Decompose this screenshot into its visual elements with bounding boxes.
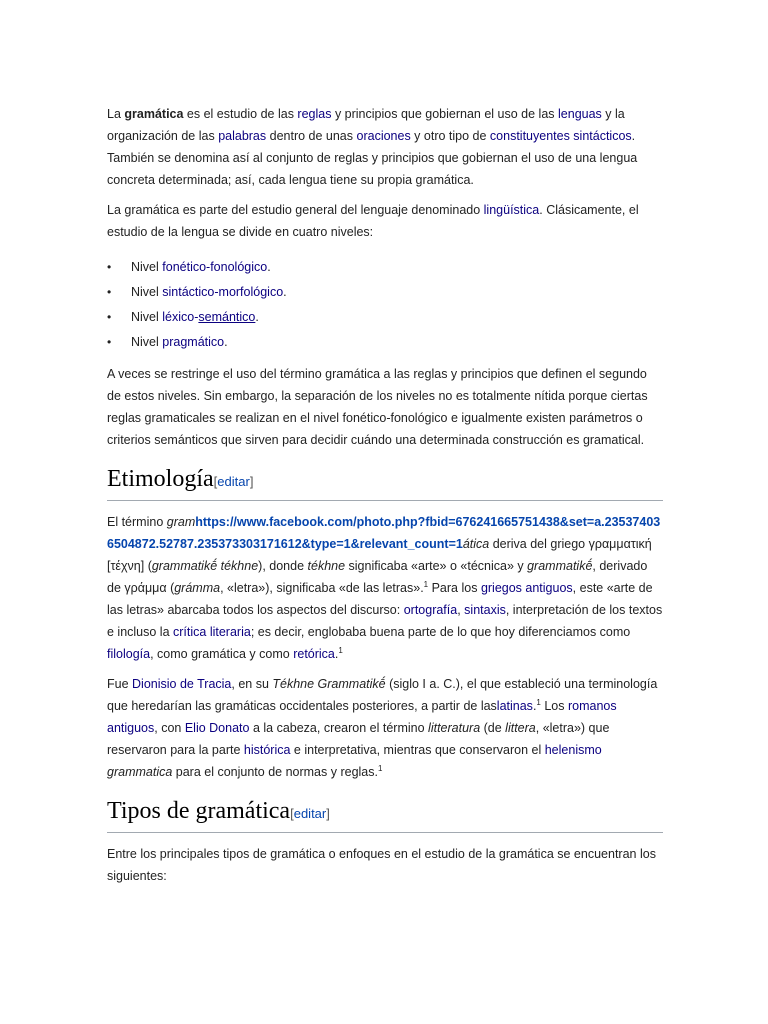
article-body: [107, 103, 663, 895]
term-bold: gramática: [124, 107, 184, 121]
text: ,: [457, 603, 465, 617]
list-item: [107, 255, 663, 280]
etimologia-paragraph-1: [107, 511, 663, 665]
italic-text: littera: [505, 721, 536, 735]
text: y principios que gobiernan el uso de las: [331, 107, 559, 121]
text: significaba «arte» o «técnica» y: [345, 559, 528, 573]
italic-text: grammatikḗ tékhne: [151, 559, 259, 573]
bracket: ]: [326, 806, 330, 821]
footnote-ref[interactable]: 1: [536, 697, 541, 707]
text: . Clásicamente, el estudio de la lengua se divide en cuatro niveles:: [107, 203, 639, 239]
link-filologia[interactable]: filología: [107, 647, 151, 661]
link-oraciones[interactable]: oraciones: [356, 129, 411, 143]
link-romanos-antiguos[interactable]: romanos antiguos: [107, 699, 617, 735]
text: para el conjunto de normas y reglas.: [172, 765, 378, 779]
text: Nivel: [131, 285, 163, 299]
italic-text: tékhne: [307, 559, 346, 573]
text: , con: [154, 721, 185, 735]
text: La gramática es parte del estudio general del lenguaje denominado: [107, 203, 484, 217]
text: , «letra») que reservaron para la parte: [107, 721, 610, 757]
link-lenguas[interactable]: lenguas: [558, 107, 602, 121]
text: , en su: [231, 677, 273, 691]
italic-text: Tékhne Grammatikḗ: [272, 677, 386, 691]
text: La: [107, 107, 125, 121]
text: e interpretativa, mientras que conservaron el: [290, 743, 545, 757]
text: , «letra»), significaba «de las letras».: [220, 581, 424, 595]
link-helenismo[interactable]: helenismo: [544, 743, 602, 757]
link-semantico[interactable]: semántico: [198, 310, 256, 324]
bracket: ]: [249, 474, 254, 489]
text: Nivel: [131, 260, 163, 274]
link-historica[interactable]: histórica: [243, 743, 291, 757]
bracket: [: [213, 474, 218, 489]
italic-text: grammatikḗ: [527, 559, 593, 573]
italic-text: litteratura: [428, 721, 481, 735]
edit-section: [214, 474, 254, 489]
text: .: [334, 647, 339, 661]
levels-list: [107, 255, 663, 355]
list-item: [107, 305, 663, 330]
bracket: [: [290, 806, 294, 821]
edit-link[interactable]: editar: [217, 474, 250, 489]
text: (de: [480, 721, 506, 735]
list-item: [107, 330, 663, 355]
text: .: [267, 260, 271, 274]
text: , este «arte de las letras» abarcaba todos los aspectos del discurso:: [107, 581, 653, 617]
link-griegos-antiguos[interactable]: griegos antiguos: [480, 581, 573, 595]
link-fonetico-fonologico[interactable]: fonético-fonológico: [162, 260, 268, 274]
intro-paragraph-3: A veces se restringe el uso del término gramática a las reglas y principios que definen el segundo de estos niveles. Sin embargo, la separación de los niveles no es totalmente nítida porque ciertas reglas gramaticales se realizan en el nivel fonético-fonológico e igualmente existen parámetros o criterios semánticos que sirven para decidir cuándo una determinada construcción es gramatical.: [107, 367, 648, 447]
text: Los: [540, 699, 568, 713]
text: , como gramática y como: [150, 647, 294, 661]
text: .: [224, 335, 228, 349]
italic-text: grámma: [174, 581, 221, 595]
edit-link[interactable]: editar: [293, 806, 327, 821]
text: y la organización de las: [107, 107, 625, 143]
list-item: [107, 280, 663, 305]
text: Nivel: [131, 335, 163, 349]
text: ), donde: [258, 559, 308, 573]
heading-text: Tipos de gramática: [107, 798, 291, 824]
italic-text: grammatica: [107, 765, 173, 779]
text: deriva del griego γραμματική [τέχνη] (: [107, 537, 652, 573]
footnote-ref[interactable]: 1: [423, 579, 429, 589]
intro-paragraph-1: [107, 103, 663, 191]
text: .: [532, 699, 537, 713]
link-linguistica[interactable]: lingüística: [483, 203, 540, 217]
etimologia-paragraph-2: [107, 673, 663, 783]
link-latinas[interactable]: latinas: [496, 699, 533, 713]
text: es el estudio de las: [183, 107, 298, 121]
section-heading-etimologia: [107, 463, 663, 501]
text: Nivel: [131, 310, 163, 324]
text: .: [255, 310, 259, 324]
text: y otro tipo de: [410, 129, 490, 143]
text: El término: [107, 515, 167, 529]
link-dionisio-de-tracia[interactable]: Dionisio de Tracia: [132, 677, 232, 691]
text: , derivado de γράμμα (: [107, 559, 648, 595]
text: Fue: [107, 677, 133, 691]
heading-text: Etimología: [107, 466, 214, 492]
text: ; es decir, englobaba buena parte de lo que hoy diferenciamos como: [250, 625, 631, 639]
link-ortografia[interactable]: ortografía: [403, 603, 458, 617]
section-heading-tipos: [107, 795, 663, 833]
facebook-url-link[interactable]: https://www.facebook.com/photo.php?fbid=676241665751438&set=a.235374036504872.52787.235373303171612&type=1&relevant_count=1: [107, 515, 661, 551]
link-palabras[interactable]: palabras: [218, 129, 267, 143]
link-reglas[interactable]: reglas: [297, 107, 332, 121]
link-pragmatico[interactable]: pragmático: [162, 335, 225, 349]
link-sintactico-morfologico[interactable]: sintáctico-morfológico: [162, 285, 284, 299]
edit-section: [290, 806, 330, 821]
text: .: [283, 285, 287, 299]
tipos-paragraph-1: Entre los principales tipos de gramática o enfoques en el estudio de la gramática se encuentran los siguientes:: [107, 847, 656, 883]
text: dentro de unas: [266, 129, 357, 143]
text: , interpretación de los textos e incluso la: [107, 603, 663, 639]
link-elio-donato[interactable]: Elio Donato: [184, 721, 250, 735]
link-sintaxis[interactable]: sintaxis: [464, 603, 506, 617]
footnote-ref[interactable]: 1: [377, 763, 383, 773]
italic-text: ática: [462, 537, 490, 551]
text: (siglo I a. C.), el que estableció una terminología que heredarían las gramáticas occidentales posteriores, a partir de las: [107, 677, 658, 713]
footnote-ref[interactable]: 1: [338, 645, 343, 655]
link-constituyentes[interactable]: constituyentes sintácticos: [489, 129, 632, 143]
text: . También se denomina así al conjunto de reglas y principios que gobiernan el uso de una lengua concreta determinada; así, cada lengua tiene su propia gramática.: [107, 129, 638, 187]
link-retorica[interactable]: retórica: [293, 647, 335, 661]
link-lexico[interactable]: léxico-: [162, 310, 199, 324]
text: a la cabeza, crearon el término: [249, 721, 429, 735]
intro-paragraph-2: [107, 199, 663, 243]
text: Para los: [428, 581, 481, 595]
italic-text: gram: [166, 515, 196, 529]
link-critica-literaria[interactable]: crítica literaria: [173, 625, 251, 639]
